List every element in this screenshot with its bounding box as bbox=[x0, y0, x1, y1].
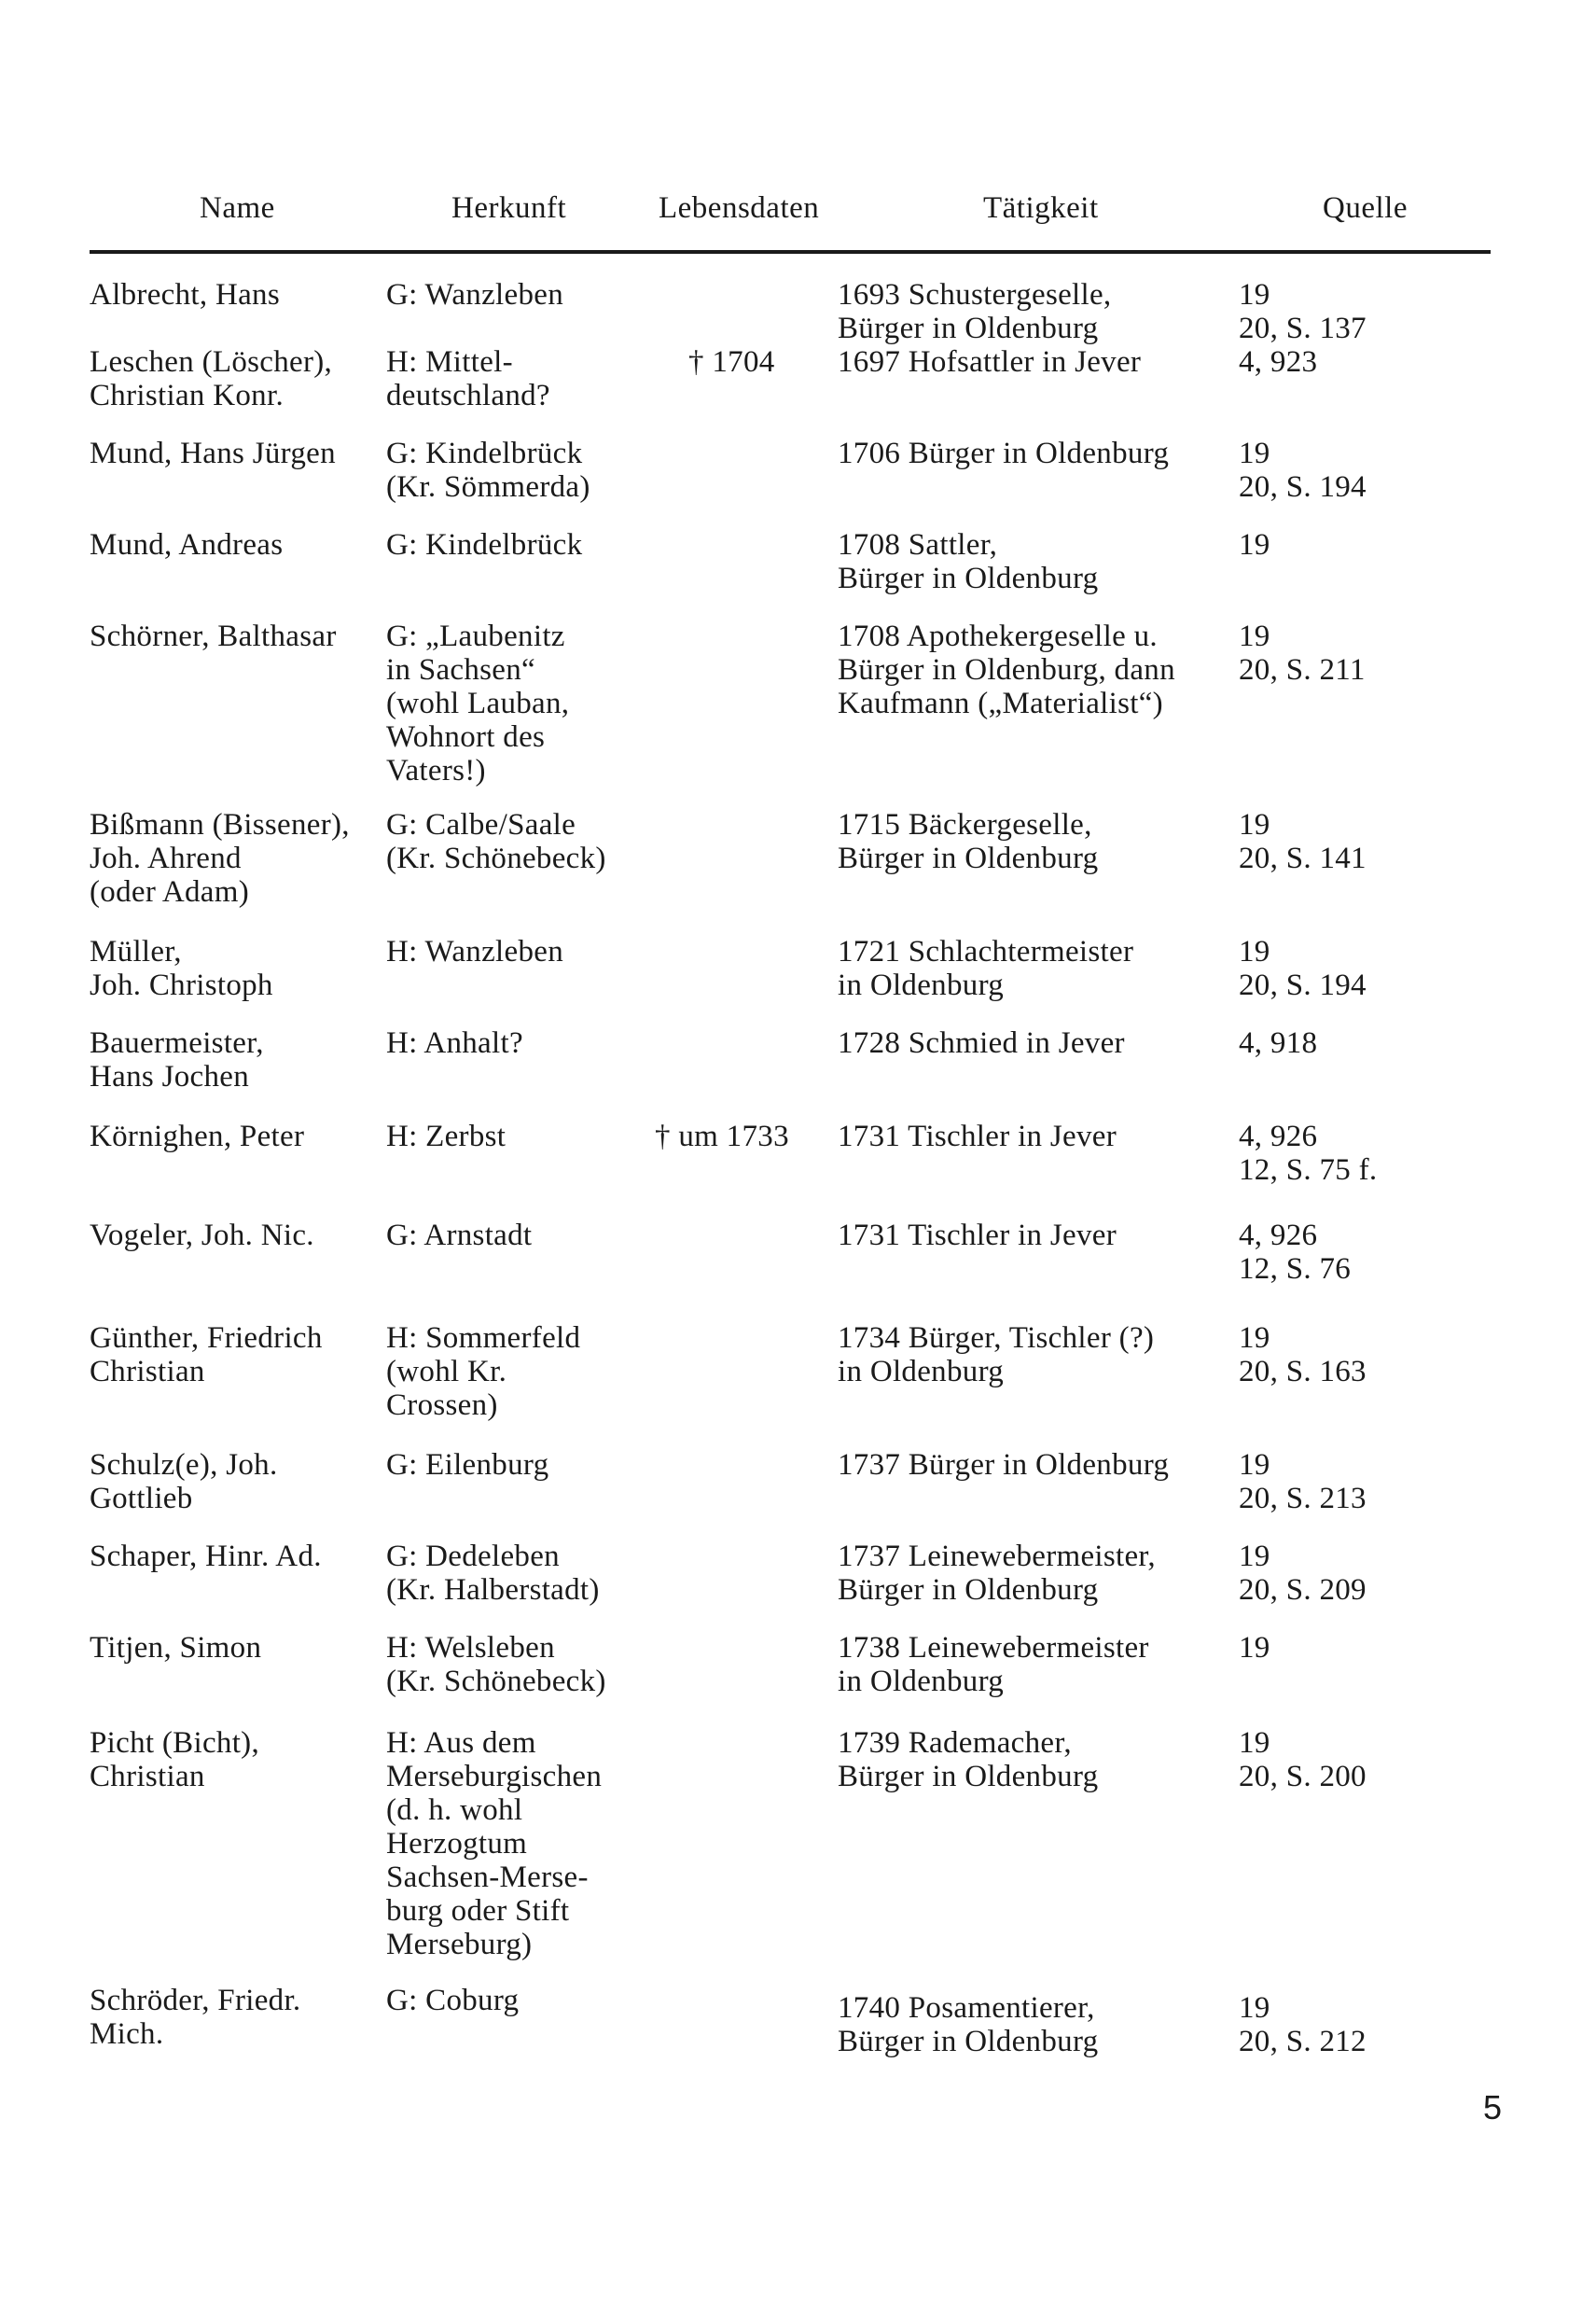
cell-taetigkeit: 1731 Tischler in Jever bbox=[838, 1219, 1117, 1252]
cell-name: Albrecht, Hans bbox=[90, 278, 280, 312]
cell-quelle: 19 20, S. 212 bbox=[1239, 1991, 1367, 2058]
cell-taetigkeit: 1697 Hofsattler in Jever bbox=[838, 345, 1142, 379]
cell-name: Müller, Joh. Christoph bbox=[90, 935, 273, 1002]
cell-taetigkeit: 1737 Bürger in Oldenburg bbox=[838, 1448, 1170, 1482]
cell-taetigkeit: 1708 Apothekergeselle u. Bürger in Oldenburg, dann Kaufmann („Materialist“) bbox=[838, 620, 1175, 720]
cell-quelle: 19 20, S. 163 bbox=[1239, 1321, 1367, 1388]
cell-herkunft: H: Mittel- deutschland? bbox=[386, 345, 550, 412]
cell-quelle: 19 20, S. 213 bbox=[1239, 1448, 1367, 1515]
cell-name: Mund, Hans Jürgen bbox=[90, 437, 336, 470]
cell-taetigkeit: 1738 Leinewebermeister in Oldenburg bbox=[838, 1631, 1149, 1698]
cell-herkunft: G: Coburg bbox=[386, 1984, 520, 2017]
cell-herkunft: G: Dedeleben (Kr. Halberstadt) bbox=[386, 1540, 600, 1607]
cell-taetigkeit: 1693 Schustergeselle, Bürger in Oldenburg bbox=[838, 278, 1112, 345]
cell-herkunft: H: Wanzleben bbox=[386, 935, 564, 969]
cell-quelle: 19 20, S. 200 bbox=[1239, 1726, 1367, 1793]
cell-name: Leschen (Löscher), Christian Konr. bbox=[90, 345, 333, 412]
cell-quelle: 4, 923 bbox=[1239, 345, 1318, 379]
cell-taetigkeit: 1708 Sattler, Bürger in Oldenburg bbox=[838, 528, 1099, 595]
cell-quelle: 19 bbox=[1239, 528, 1270, 562]
cell-name: Schörner, Balthasar bbox=[90, 620, 337, 653]
cell-herkunft: G: Wanzleben bbox=[386, 278, 564, 312]
cell-name: Bißmann (Bissener), Joh. Ahrend (oder Adam) bbox=[90, 808, 350, 909]
cell-herkunft: G: Calbe/Saale (Kr. Schönebeck) bbox=[386, 808, 606, 875]
cell-quelle: 19 20, S. 137 bbox=[1239, 278, 1367, 345]
page-number: 5 bbox=[1482, 2088, 1502, 2126]
cell-herkunft: H: Zerbst bbox=[386, 1120, 507, 1153]
cell-herkunft: H: Aus dem Merseburgischen (d. h. wohl Herzogtum Sachsen-Merse- burg oder Stift Merseburg) bbox=[386, 1726, 603, 1961]
cell-name: Körnighen, Peter bbox=[90, 1120, 305, 1153]
cell-taetigkeit: 1706 Bürger in Oldenburg bbox=[838, 437, 1170, 470]
header-taetigkeit: Tätigkeit bbox=[983, 191, 1099, 225]
cell-herkunft: G: „Laubenitz in Sachsen“ (wohl Lauban, Wohnort des Vaters!) bbox=[386, 620, 570, 788]
header-quelle: Quelle bbox=[1323, 191, 1408, 225]
cell-quelle: 19 20, S. 141 bbox=[1239, 808, 1367, 875]
header-name: Name bbox=[200, 191, 275, 225]
cell-quelle: 19 20, S. 194 bbox=[1239, 437, 1367, 504]
cell-name: Schröder, Friedr. Mich. bbox=[90, 1984, 301, 2051]
cell-herkunft: G: Kindelbrück bbox=[386, 528, 583, 562]
cell-herkunft: G: Eilenburg bbox=[386, 1448, 549, 1482]
cell-lebensdaten: † um 1733 bbox=[655, 1120, 789, 1153]
cell-name: Schaper, Hinr. Ad. bbox=[90, 1540, 322, 1573]
header-herkunft: Herkunft bbox=[451, 191, 567, 225]
cell-herkunft: H: Welsleben (Kr. Schönebeck) bbox=[386, 1631, 606, 1698]
cell-quelle: 4, 926 12, S. 75 f. bbox=[1239, 1120, 1378, 1187]
cell-taetigkeit: 1731 Tischler in Jever bbox=[838, 1120, 1117, 1153]
cell-name: Schulz(e), Joh. Gottlieb bbox=[90, 1448, 278, 1515]
cell-quelle: 19 bbox=[1239, 1631, 1270, 1665]
cell-taetigkeit: 1734 Bürger, Tischler (?) in Oldenburg bbox=[838, 1321, 1155, 1388]
cell-name: Titjen, Simon bbox=[90, 1631, 262, 1665]
cell-quelle: 4, 918 bbox=[1239, 1026, 1318, 1060]
cell-name: Bauermeister, Hans Jochen bbox=[90, 1026, 264, 1094]
cell-taetigkeit: 1728 Schmied in Jever bbox=[838, 1026, 1125, 1060]
cell-taetigkeit: 1739 Rademacher, Bürger in Oldenburg bbox=[838, 1726, 1099, 1793]
cell-name: Mund, Andreas bbox=[90, 528, 284, 562]
cell-name: Vogeler, Joh. Nic. bbox=[90, 1219, 314, 1252]
header-lebensdaten: Lebensdaten bbox=[659, 191, 820, 225]
cell-taetigkeit: 1715 Bäckergeselle, Bürger in Oldenburg bbox=[838, 808, 1099, 875]
cell-quelle: 19 20, S. 211 bbox=[1239, 620, 1366, 687]
cell-quelle: 19 20, S. 194 bbox=[1239, 935, 1367, 1002]
cell-name: Günther, Friedrich Christian bbox=[90, 1321, 323, 1388]
cell-herkunft: H: Anhalt? bbox=[386, 1026, 523, 1060]
cell-herkunft: H: Sommerfeld (wohl Kr. Crossen) bbox=[386, 1321, 581, 1422]
cell-taetigkeit: 1740 Posamentierer, Bürger in Oldenburg bbox=[838, 1991, 1099, 2058]
cell-taetigkeit: 1737 Leinewebermeister, Bürger in Oldenburg bbox=[838, 1540, 1156, 1607]
cell-lebensdaten: † 1704 bbox=[688, 345, 775, 379]
cell-quelle: 19 20, S. 209 bbox=[1239, 1540, 1367, 1607]
cell-herkunft: G: Kindelbrück (Kr. Sömmerda) bbox=[386, 437, 590, 504]
cell-herkunft: G: Arnstadt bbox=[386, 1219, 533, 1252]
cell-taetigkeit: 1721 Schlachtermeister in Oldenburg bbox=[838, 935, 1134, 1002]
cell-name: Picht (Bicht), Christian bbox=[90, 1726, 260, 1793]
cell-quelle: 4, 926 12, S. 76 bbox=[1239, 1219, 1352, 1286]
